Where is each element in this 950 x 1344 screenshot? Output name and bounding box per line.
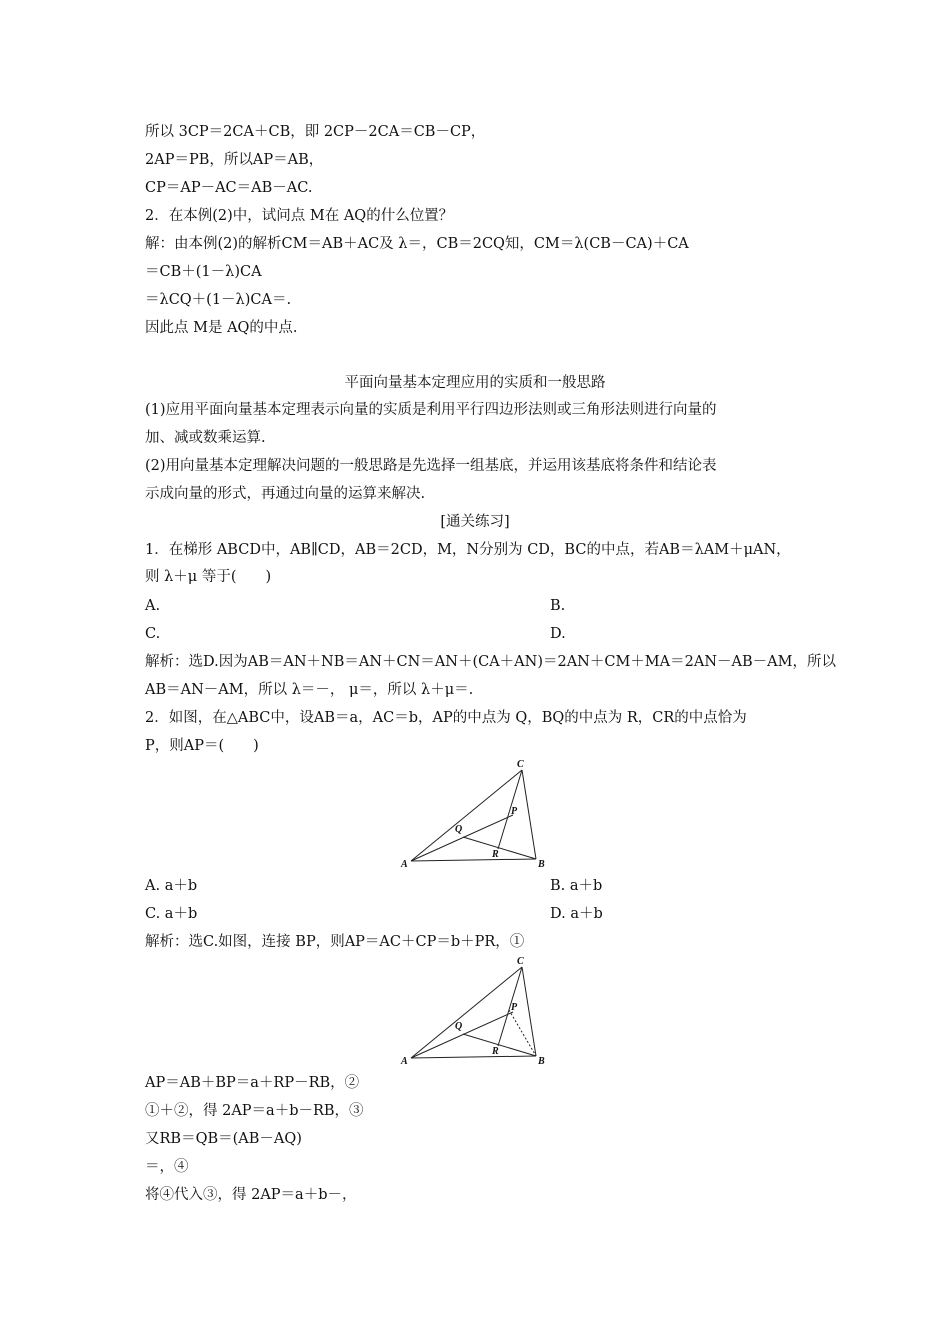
label-b: B	[538, 1056, 545, 1067]
line-3: CP＝AP－AC＝AB－AC.	[145, 180, 313, 196]
q1-option-b: B.	[550, 598, 566, 614]
question-1a: 1．在梯形 ABCD中，AB∥CD，AB＝2CD，M，N分别为 CD，BC的中点，若AB＝λAM＋μAN，	[145, 542, 791, 558]
paragraph-2a: (2)用向量基本定理解决问题的一般思路是先选择一组基底，并运用该基底将条件和结论表	[145, 458, 717, 474]
q2-option-d: D. a＋b	[550, 906, 603, 922]
question-1b: 则 λ＋μ 等于( )	[145, 569, 272, 585]
practice-heading: [通关练习]	[440, 514, 510, 530]
section-heading: 平面向量基本定理应用的实质和一般思路	[344, 375, 606, 391]
paragraph-2b: 示成向量的形式，再通过向量的运算来解决.	[145, 486, 426, 502]
solution-2a: 解析：选C.如图，连接 BP，则AP＝AC＋CP＝b＋PR，①	[145, 934, 525, 950]
q1-option-a: A.	[145, 598, 161, 614]
label-a: A	[401, 859, 408, 870]
paragraph-1b: 加、减或数乘运算.	[145, 430, 266, 446]
q1-option-d: D.	[550, 626, 566, 642]
label-a: A	[401, 1056, 408, 1067]
question-2b: P，则AP＝( )	[145, 738, 259, 754]
paragraph-1a: (1)应用平面向量基本定理表示向量的实质是利用平行四边形法则或三角形法则进行向量的	[145, 402, 717, 418]
solution-2b: AP＝AB＋BP＝a＋RP－RB，②	[145, 1075, 360, 1091]
q2-option-b: B. a＋b	[550, 878, 603, 894]
label-b: B	[538, 859, 545, 870]
label-q: Q	[455, 824, 463, 835]
label-q: Q	[455, 1021, 463, 1032]
solution-2c: ①＋②，得 2AP＝a＋b－RB，③	[145, 1103, 364, 1119]
solution-1b: AB＝AN－AM，所以 λ＝－， μ＝，所以 λ＋μ＝.	[145, 682, 474, 698]
label-r: R	[492, 849, 499, 860]
q2-option-c: C. a＋b	[145, 906, 198, 922]
solution-2e: ＝，④	[145, 1159, 189, 1175]
line-7: ＝λCQ＋(1－λ)CA＝.	[145, 292, 292, 308]
label-p: P	[511, 1002, 518, 1013]
triangle-figure-1	[395, 755, 555, 875]
label-c: C	[517, 956, 524, 967]
solution-1a: 解析：选D.因为AB＝AN＋NB＝AN＋CN＝AN＋(CA＋AN)＝2AN＋CM＋MA＝2AN－AB－AM，所以	[145, 654, 836, 670]
label-r: R	[492, 1046, 499, 1057]
solution-2d: 又RB＝QB＝(AB－AQ)	[145, 1131, 302, 1147]
line-6: ＝CB＋(1－λ)CA	[145, 264, 262, 280]
solution-2f: 将④代入③，得 2AP＝a＋b－，	[145, 1187, 357, 1203]
question-2a: 2．如图，在△ABC中，设AB＝a，AC＝b，AP的中点为 Q，BQ的中点为 R，CR的中点恰为	[145, 710, 747, 726]
line-8: 因此点 M是 AQ的中点.	[145, 320, 298, 336]
line-2: 2AP＝PB，所以AP＝AB，	[145, 152, 324, 168]
line-5: 解：由本例(2)的解析CM＝AB＋AC及 λ＝，CB＝2CQ知，CM＝λ(CB－CA)＋CA	[145, 236, 689, 252]
line-4: 2．在本例(2)中，试问点 M在 AQ的什么位置？	[145, 208, 454, 224]
q2-option-a: A. a＋b	[145, 878, 198, 894]
label-c: C	[517, 759, 524, 770]
q1-option-c: C.	[145, 626, 161, 642]
line-1: 所以 3CP＝2CA＋CB，即 2CP－2CA＝CB－CP，	[145, 124, 486, 140]
label-p: P	[511, 806, 518, 817]
triangle-figure-2	[395, 952, 555, 1072]
